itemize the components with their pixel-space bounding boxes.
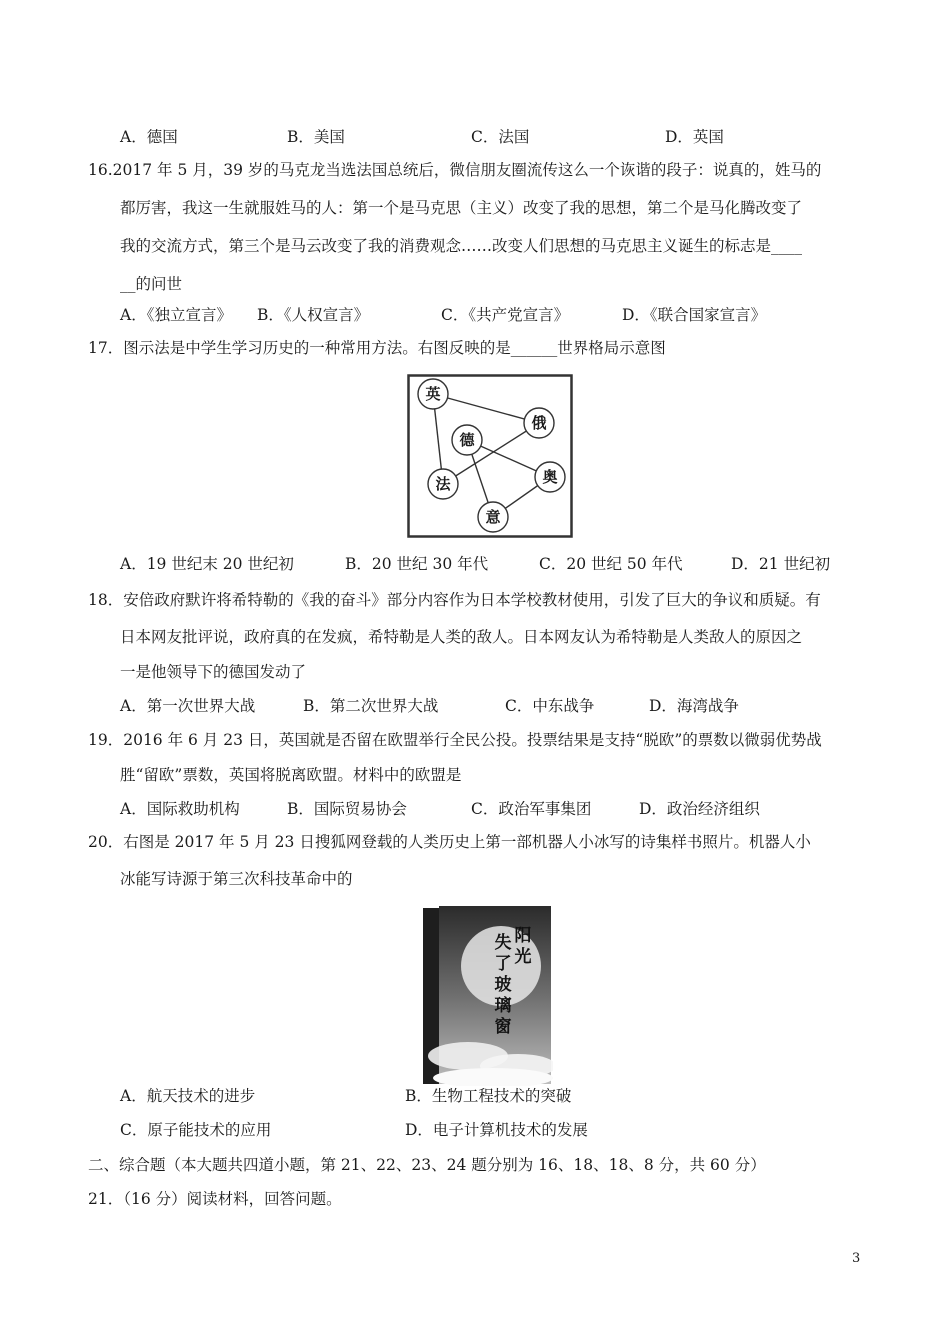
book-title-char-2: 光 (514, 947, 532, 967)
q18-line-2: 日本网友批评说，政府真的在发疯，希特勒是人类的敌人。日本网友认为希特勒是人类敌人的原因之 (120, 628, 803, 646)
q16-line-2: 都厉害，我这一生就服姓马的人：第一个是马克思（主义）改变了我的思想，第二个是马化腾改变了 (120, 199, 803, 217)
q20-line-2: 冰能写诗源于第三次科技革命中的 (120, 870, 353, 888)
q21-stem: 21．（16 分）阅读材料，回答问题。 (88, 1190, 342, 1208)
q18-option-a: A．第一次世界大战 (120, 697, 256, 715)
alliance-diagram (407, 374, 573, 538)
poetry-book-photo (423, 906, 553, 1086)
q19-option-c: C．政治军事集团 (471, 800, 592, 818)
book-title-char-3: 失 (494, 933, 512, 953)
q19-line-1: 19．2016 年 6 月 23 日，英国就是否留在欧盟举行全民公投。投票结果是支持“脱欧”的票数以微弱优势战 (88, 731, 822, 749)
q15-option-d: D．英国 (665, 128, 724, 146)
q20-option-b: B．生物工程技术的突破 (405, 1087, 572, 1105)
q16-option-a: A．《独立宣言》 (120, 306, 232, 324)
q20-option-a: A．航天技术的进步 (120, 1087, 256, 1105)
q18-line-1: 18．安倍政府默许将希特勒的《我的奋斗》部分内容作为日本学校教材使用，引发了巨大的争议和质疑。有 (88, 591, 821, 609)
section-2-heading: 二、综合题（本大题共四道小题，第 21、22、23、24 题分别为 16、18、18、8 分，共 60 分） (88, 1156, 766, 1174)
node-fa-label: 法 (435, 475, 451, 493)
q17-option-b: B．20 世纪 30 年代 (345, 555, 489, 573)
book-title-char-6: 璃 (494, 996, 512, 1016)
node-yi-label: 意 (485, 508, 501, 526)
book-title-char-4: 了 (494, 954, 512, 974)
q18-option-d: D．海湾战争 (649, 697, 739, 715)
q17-option-a: A．19 世纪末 20 世纪初 (120, 555, 294, 573)
q16-line-3: 我的交流方式，第三个是马云改变了我的消费观念……改变人们思想的马克思主义诞生的标志是____ (120, 237, 803, 255)
q20-option-d: D．电子计算机技术的发展 (405, 1121, 588, 1139)
q19-option-b: B．国际贸易协会 (287, 800, 407, 818)
q19-option-a: A．国际救助机构 (120, 800, 240, 818)
q15-option-b: B．美国 (287, 128, 345, 146)
q20-option-c: C．原子能技术的应用 (120, 1121, 272, 1139)
node-de-label: 德 (459, 431, 475, 449)
q15-option-c: C．法国 (471, 128, 530, 146)
q19-line-2: 胜“留欧”票数，英国将脱离欧盟。材料中的欧盟是 (120, 766, 462, 784)
q16-line-1: 16.2017 年 5 月，39 岁的马克龙当选法国总统后，微信朋友圈流传这么一个诙谐的段子：说真的，姓马的 (88, 161, 822, 179)
book-title-char-7: 窗 (494, 1017, 512, 1037)
q15-option-a: A．德国 (120, 128, 178, 146)
q20-line-1: 20．右图是 2017 年 5 月 23 日搜狐网登载的人类历史上第一部机器人小冰写的诗集样书照片。机器人小 (88, 833, 811, 851)
q16-option-d: D．《联合国家宣言》 (622, 306, 767, 324)
q18-line-3: 一是他领导下的德国发动了 (120, 663, 307, 681)
q17-line-1: 17．图示法是中学生学习历史的一种常用方法。右图反映的是______世界格局示意图 (88, 339, 666, 357)
q16-option-c: C．《共产党宣言》 (441, 306, 570, 324)
book-title-char-5: 玻 (494, 975, 512, 995)
q19-option-d: D．政治经济组织 (639, 800, 760, 818)
q17-option-c: C．20 世纪 50 年代 (539, 555, 683, 573)
page-number: 3 (852, 1251, 861, 1266)
q16-line-4: __的问世 (120, 275, 183, 293)
book-title-char-1: 阳 (514, 926, 532, 946)
q16-option-b: B．《人权宣言》 (257, 306, 370, 324)
node-ying-label: 英 (425, 385, 441, 403)
q17-option-d: D．21 世纪初 (731, 555, 831, 573)
node-ao-label: 奥 (542, 468, 558, 486)
node-e-label: 俄 (531, 414, 547, 432)
q18-option-c: C．中东战争 (505, 697, 595, 715)
q18-option-b: B．第二次世界大战 (303, 697, 439, 715)
